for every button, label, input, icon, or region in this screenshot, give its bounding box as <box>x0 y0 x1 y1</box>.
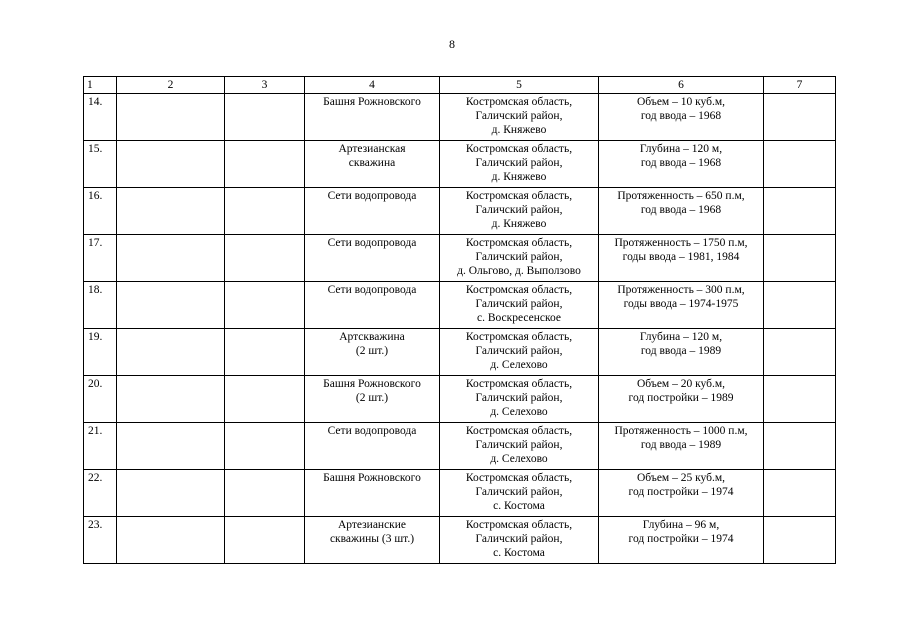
location-cell <box>440 329 599 376</box>
cell-text-line: д. Ольгово, д. Выползово <box>457 265 581 277</box>
row-number-cell: 17. <box>84 235 117 282</box>
object-name-cell <box>305 470 440 517</box>
location-cell <box>440 470 599 517</box>
cell-text-line: Сети водопровода <box>327 237 417 249</box>
column-3-cell <box>225 329 305 376</box>
details-cell <box>599 517 764 564</box>
row-number-cell: 14. <box>84 94 117 141</box>
location-cell <box>440 423 599 470</box>
cell-text-line: Глубина – 120 м, <box>639 143 723 155</box>
details-cell <box>599 282 764 329</box>
table-row <box>84 423 836 470</box>
table-row <box>84 282 836 329</box>
column-7-cell <box>764 470 836 517</box>
details-cell <box>599 423 764 470</box>
cell-text-line: год ввода – 1968 <box>640 110 722 122</box>
cell-text-line: Галичский район, <box>475 345 563 357</box>
row-number-cell: 23. <box>84 517 117 564</box>
cell-text-line: с. Костома <box>493 547 545 559</box>
cell-text-line: с. Костома <box>493 500 545 512</box>
cell-text-line: Глубина – 96 м, <box>642 519 720 531</box>
cell-text-line: Костромская область, <box>465 331 573 343</box>
cell-text-line: Башня Рожновского <box>323 472 421 484</box>
column-7-cell <box>764 517 836 564</box>
cell-text-line: Объем – 10 куб.м, <box>637 96 725 108</box>
cell-text-line: Башня Рожновского <box>323 378 421 390</box>
cell-text-line: скважины (3 шт.) <box>329 533 415 545</box>
column-7-cell <box>764 94 836 141</box>
cell-text-line: Костромская область, <box>465 143 573 155</box>
column-header-1: 1 <box>84 77 117 94</box>
cell-text-line: Протяженность – 650 п.м, <box>617 190 745 202</box>
cell-text-line: Костромская область, <box>465 472 573 484</box>
row-number-cell: 22. <box>84 470 117 517</box>
column-2-cell <box>117 282 225 329</box>
column-2-cell <box>117 329 225 376</box>
cell-text-line: Артезианская <box>338 143 406 155</box>
cell-text-line: год ввода – 1968 <box>640 204 722 216</box>
table-row <box>84 470 836 517</box>
column-header-2: 2 <box>117 77 225 94</box>
table-row <box>84 329 836 376</box>
object-name-cell <box>305 329 440 376</box>
details-cell <box>599 329 764 376</box>
column-2-cell <box>117 376 225 423</box>
column-2-cell <box>117 470 225 517</box>
cell-text-line: год постройки – 1974 <box>628 486 734 498</box>
column-2-cell <box>117 235 225 282</box>
column-7-cell <box>764 141 836 188</box>
column-3-cell <box>225 423 305 470</box>
header-row <box>84 77 836 94</box>
cell-text-line: Объем – 25 куб.м, <box>637 472 725 484</box>
column-header-5: 5 <box>440 77 599 94</box>
cell-text-line: Сети водопровода <box>327 284 417 296</box>
cell-text-line: год постройки – 1974 <box>628 533 734 545</box>
details-cell <box>599 94 764 141</box>
column-2-cell <box>117 423 225 470</box>
cell-text-line: с. Воскресенское <box>477 312 561 324</box>
table-body <box>84 94 836 564</box>
column-header-4: 4 <box>305 77 440 94</box>
cell-text-line: Артскважина <box>339 331 405 343</box>
column-3-cell <box>225 94 305 141</box>
cell-text-line: Галичский район, <box>475 486 563 498</box>
row-number-cell: 19. <box>84 329 117 376</box>
column-3-cell <box>225 470 305 517</box>
location-cell <box>440 141 599 188</box>
page-number: 8 <box>449 37 455 51</box>
location-cell <box>440 94 599 141</box>
details-cell <box>599 376 764 423</box>
location-cell <box>440 282 599 329</box>
details-cell <box>599 470 764 517</box>
table-row <box>84 517 836 564</box>
location-cell <box>440 235 599 282</box>
column-3-cell <box>225 517 305 564</box>
column-7-cell <box>764 376 836 423</box>
row-number-cell: 18. <box>84 282 117 329</box>
cell-text-line: Протяженность – 1750 п.м, <box>614 237 748 249</box>
object-name-cell <box>305 423 440 470</box>
cell-text-line: год ввода – 1989 <box>640 345 722 357</box>
cell-text-line: д. Княжево <box>491 124 547 136</box>
column-3-cell <box>225 282 305 329</box>
column-2-cell <box>117 94 225 141</box>
object-name-cell <box>305 141 440 188</box>
column-3-cell <box>225 188 305 235</box>
object-name-cell <box>305 188 440 235</box>
table-row <box>84 376 836 423</box>
property-table <box>83 76 836 564</box>
column-3-cell <box>225 141 305 188</box>
cell-text-line: годы ввода – 1974-1975 <box>623 298 739 310</box>
cell-text-line: д. Княжево <box>491 218 547 230</box>
cell-text-line: Костромская область, <box>465 284 573 296</box>
cell-text-line: Галичский район, <box>475 392 563 404</box>
cell-text-line: Сети водопровода <box>327 425 417 437</box>
cell-text-line: Галичский район, <box>475 157 563 169</box>
object-name-cell <box>305 94 440 141</box>
table-header <box>84 77 836 94</box>
cell-text-line: Галичский район, <box>475 298 563 310</box>
cell-text-line: Костромская область, <box>465 190 573 202</box>
column-7-cell <box>764 188 836 235</box>
cell-text-line: Костромская область, <box>465 425 573 437</box>
column-7-cell <box>764 235 836 282</box>
cell-text-line: Костромская область, <box>465 96 573 108</box>
row-number-cell: 15. <box>84 141 117 188</box>
cell-text-line: Глубина – 120 м, <box>639 331 723 343</box>
cell-text-line: Галичский район, <box>475 251 563 263</box>
column-2-cell <box>117 188 225 235</box>
row-number-cell: 16. <box>84 188 117 235</box>
column-7-cell <box>764 423 836 470</box>
cell-text-line: Галичский район, <box>475 204 563 216</box>
cell-text-line: Протяженность – 300 п.м, <box>617 284 745 296</box>
cell-text-line: Галичский район, <box>475 439 563 451</box>
object-name-cell <box>305 376 440 423</box>
cell-text-line: год ввода – 1989 <box>640 439 722 451</box>
cell-text-line: Костромская область, <box>465 237 573 249</box>
cell-text-line: год ввода – 1968 <box>640 157 722 169</box>
column-2-cell <box>117 517 225 564</box>
cell-text-line: скважина <box>348 157 396 169</box>
location-cell <box>440 188 599 235</box>
cell-text-line: Башня Рожновского <box>323 96 421 108</box>
column-3-cell <box>225 376 305 423</box>
cell-text-line: год постройки – 1989 <box>628 392 734 404</box>
object-name-cell <box>305 235 440 282</box>
column-header-6: 6 <box>599 77 764 94</box>
cell-text-line: Сети водопровода <box>327 190 417 202</box>
cell-text-line: д. Селехово <box>490 453 548 465</box>
cell-text-line: Протяженность – 1000 п.м, <box>614 425 748 437</box>
cell-text-line: Объем – 20 куб.м, <box>637 378 725 390</box>
column-3-cell <box>225 235 305 282</box>
table-row <box>84 235 836 282</box>
object-name-cell <box>305 282 440 329</box>
object-name-cell <box>305 517 440 564</box>
column-2-cell <box>117 141 225 188</box>
table-row <box>84 188 836 235</box>
cell-text-line: Костромская область, <box>465 519 573 531</box>
cell-text-line: Галичский район, <box>475 110 563 122</box>
cell-text-line: (2 шт.) <box>355 345 389 357</box>
row-number-cell: 21. <box>84 423 117 470</box>
cell-text-line: Костромская область, <box>465 378 573 390</box>
cell-text-line: д. Княжево <box>491 171 547 183</box>
cell-text-line: д. Селехово <box>490 359 548 371</box>
details-cell <box>599 235 764 282</box>
column-7-cell <box>764 329 836 376</box>
cell-text-line: Артезианские <box>337 519 407 531</box>
details-cell <box>599 141 764 188</box>
column-header-3: 3 <box>225 77 305 94</box>
table-row <box>84 94 836 141</box>
cell-text-line: годы ввода – 1981, 1984 <box>622 251 740 263</box>
row-number-cell: 20. <box>84 376 117 423</box>
table-row <box>84 141 836 188</box>
cell-text-line: (2 шт.) <box>355 392 389 404</box>
cell-text-line: д. Селехово <box>490 406 548 418</box>
column-header-7: 7 <box>764 77 836 94</box>
cell-text-line: Галичский район, <box>475 533 563 545</box>
location-cell <box>440 517 599 564</box>
column-7-cell <box>764 282 836 329</box>
details-cell <box>599 188 764 235</box>
location-cell <box>440 376 599 423</box>
